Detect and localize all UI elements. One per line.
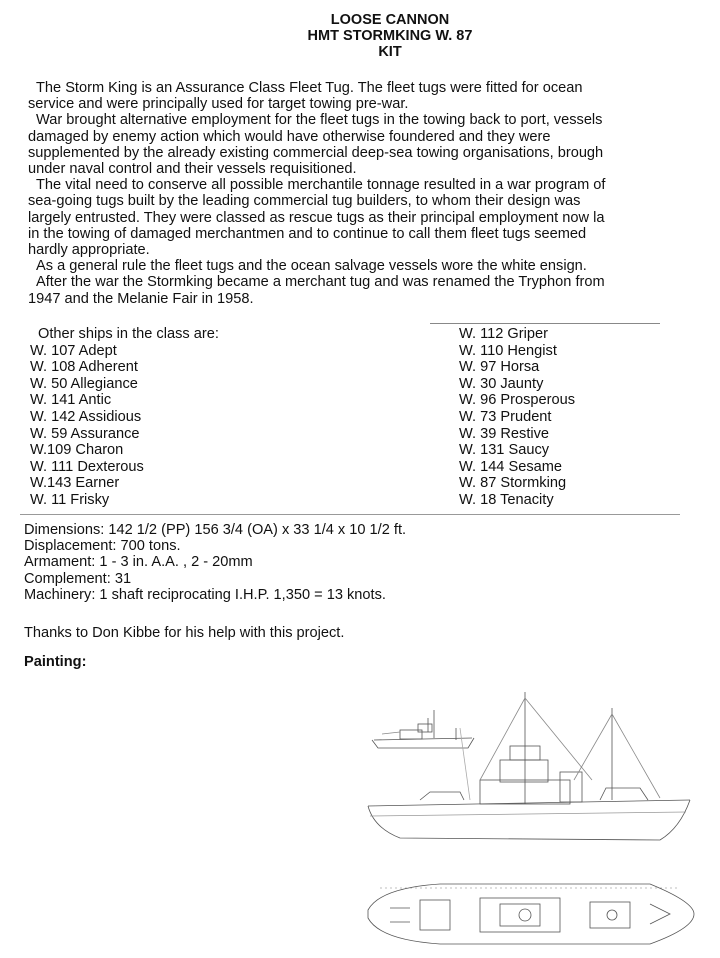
ship-item: W. 87 Stormking bbox=[459, 475, 567, 492]
spec-armament: Armament: 1 - 3 in. A.A. , 2 - 20mm bbox=[24, 554, 253, 571]
intro-line: War brought alternative employment for the fleet tugs in the towing back to port, vessels bbox=[36, 112, 603, 129]
class-list-right bbox=[459, 326, 575, 509]
title-line-1: LOOSE CANNON bbox=[330, 12, 450, 28]
intro-line: in the towing of damaged merchantmen and to continue to call them fleet tugs seemed bbox=[28, 225, 587, 242]
ship-plan-view bbox=[368, 884, 694, 944]
ship-item: W. 50 Allegiance bbox=[30, 375, 138, 392]
ship-item: W. 18 Tenacity bbox=[459, 491, 554, 508]
ship-item: W. 39 Restive bbox=[459, 425, 550, 442]
ship-item: W. 96 Prosperous bbox=[459, 392, 575, 409]
ship-item: W. 131 Saucy bbox=[459, 442, 550, 459]
document-title bbox=[30, 12, 720, 60]
class-list-left bbox=[30, 326, 219, 509]
ship-item: W. 141 Antic bbox=[30, 392, 112, 409]
small-ship-sketch bbox=[372, 710, 474, 748]
intro-line: largely entrusted. They were classed as rescue tugs as their principal employment now la bbox=[28, 209, 605, 226]
spec-dimensions: Dimensions: 142 1/2 (PP) 156 3/4 (OA) x 33 1/4 x 10 1/2 ft. bbox=[24, 522, 407, 538]
intro-line: The Storm King is an Assurance Class Fleet Tug. The fleet tugs were fitted for ocean bbox=[36, 80, 583, 96]
specifications bbox=[24, 522, 406, 603]
spec-complement: Complement: 31 bbox=[24, 570, 132, 587]
ship-item: W. 73 Prudent bbox=[459, 408, 552, 425]
ship-item: W. 30 Jaunty bbox=[459, 375, 544, 392]
ship-item: W. 142 Assidious bbox=[30, 408, 142, 425]
ship-item: W. 111 Dexterous bbox=[30, 458, 144, 475]
title-line-3: KIT bbox=[378, 44, 402, 60]
intro-text bbox=[28, 80, 720, 307]
intro-line: 1947 and the Melanie Fair in 1958. bbox=[28, 290, 254, 307]
ship-item: W. 107 Adept bbox=[30, 342, 117, 359]
ship-item: W. 108 Adherent bbox=[30, 359, 138, 376]
divider bbox=[430, 323, 660, 324]
ship-plan-drawing bbox=[360, 688, 700, 953]
spec-displacement: Displacement: 700 tons. bbox=[24, 538, 181, 555]
acknowledgement: Thanks to Don Kibbe for his help with this project. bbox=[24, 625, 345, 641]
intro-line: service and were principally used for target towing pre-war. bbox=[28, 96, 409, 113]
divider bbox=[20, 514, 680, 515]
title-line-2: HMT STORMKING W. 87 bbox=[307, 28, 473, 44]
class-list-heading: Other ships in the class are: bbox=[38, 326, 219, 342]
spec-machinery: Machinery: 1 shaft reciprocating I.H.P. 1,350 = 13 knots. bbox=[24, 586, 386, 603]
intro-line: supplemented by the already existing commercial deep-sea towing organisations, brough bbox=[28, 144, 604, 161]
ship-item: W. 59 Assurance bbox=[30, 425, 140, 442]
ship-item: W.143 Earner bbox=[30, 475, 120, 492]
ship-item: W. 144 Sesame bbox=[459, 458, 563, 475]
intro-line: under naval control and their vessels requisitioned. bbox=[28, 161, 357, 178]
intro-line: The vital need to conserve all possible merchantile tonnage resulted in a war program of bbox=[36, 177, 606, 194]
painting-heading: Painting: bbox=[24, 654, 87, 670]
intro-line: As a general rule the fleet tugs and the ocean salvage vessels wore the white ensign. bbox=[36, 258, 587, 275]
intro-line: sea-going tugs built by the leading commercial tug builders, to whom their design was bbox=[28, 193, 581, 210]
ship-item: W.109 Charon bbox=[30, 442, 124, 459]
ship-item: W. 11 Frisky bbox=[30, 491, 110, 508]
intro-line: After the war the Stormking became a merchant tug and was renamed the Tryphon from bbox=[36, 274, 605, 291]
intro-line: damaged by enemy action which would have otherwise foundered and they were bbox=[28, 128, 551, 145]
ship-item: W. 97 Horsa bbox=[459, 359, 540, 376]
ship-profile bbox=[368, 692, 690, 888]
ship-item: W. 110 Hengist bbox=[459, 342, 557, 359]
ship-item: W. 112 Griper bbox=[459, 326, 548, 342]
intro-line: hardly appropriate. bbox=[28, 242, 150, 259]
